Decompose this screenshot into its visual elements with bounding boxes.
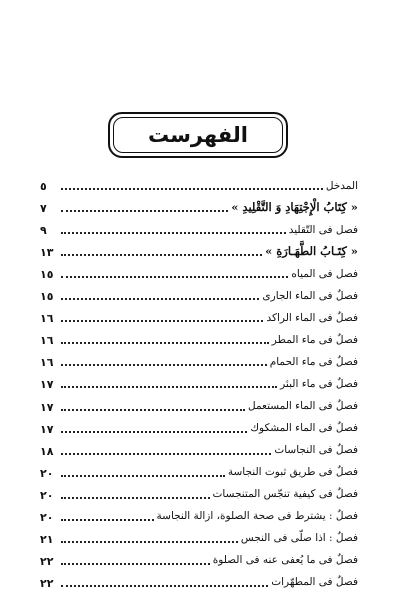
toc-entry[interactable] (40, 282, 358, 304)
toc-entry-page-number: ٢٢ (40, 576, 54, 590)
toc-entry-label: فصلٌ فى النجاسات (274, 444, 358, 457)
toc-entry-label: فصلٌ فى ماء الحمام (269, 355, 358, 368)
toc-entry-page-number: ١٧ (40, 400, 54, 414)
toc-entry-page-number: ٥ (40, 180, 47, 194)
toc-entry[interactable] (40, 437, 358, 459)
dot-leader (61, 497, 210, 499)
toc-entry[interactable] (40, 326, 358, 348)
toc-entry-page-number: ١٣ (40, 246, 54, 260)
dot-leader (61, 541, 238, 543)
title-frame (108, 112, 288, 158)
toc-entry[interactable] (40, 569, 358, 591)
toc-entry[interactable] (40, 260, 358, 282)
toc-entry[interactable] (40, 459, 358, 481)
toc-entry-page-number: ١٦ (40, 312, 54, 326)
dot-leader (61, 254, 262, 256)
toc-entry-page-number: ٢١ (40, 532, 54, 546)
toc-entry[interactable] (40, 304, 358, 326)
dot-leader (61, 232, 286, 234)
toc-entry-page-number: ٧ (40, 202, 47, 216)
toc-entry-page-number: ١٦ (40, 356, 54, 370)
dot-leader (61, 320, 263, 322)
toc-entry-page-number: ٢٠ (40, 510, 54, 524)
toc-entry-page-number: ٩ (40, 224, 47, 238)
toc-entry[interactable] (40, 238, 358, 260)
dot-leader (61, 364, 267, 366)
dot-leader (61, 276, 288, 278)
toc-entry-label: المدخل (325, 179, 358, 192)
page-title: الفهرست (147, 123, 248, 147)
toc-entry-label: فصلٌ : يشترط فى صحة الصلوة، ازالة النجاسة (156, 510, 358, 523)
toc-entry[interactable] (40, 525, 358, 547)
toc-entry-page-number: ١٥ (40, 290, 54, 304)
toc-entry-page-number: ٢٢ (40, 554, 54, 568)
dot-leader (61, 563, 210, 565)
toc-entry-label: فصلٌ فى ماء البئر (280, 377, 358, 390)
toc-entry-label: فصل فى المياه (291, 267, 358, 280)
toc-entry-label: « كِتَـابُ الطَّهَـارَةِ » (265, 243, 358, 258)
toc-entry-page-number: ١٧ (40, 378, 54, 392)
toc-entry[interactable] (40, 481, 358, 503)
dot-leader (61, 342, 269, 344)
toc-entry-label: فصلٌ فى الماء المشكوك (250, 422, 358, 435)
toc-entry-page-number: ١٨ (40, 444, 54, 458)
toc-entry-page-number: ١٦ (40, 334, 54, 348)
dot-leader (61, 386, 277, 388)
toc-entry-label: فصلٌ فى الماء الجارى (262, 289, 358, 302)
table-of-contents (40, 172, 358, 591)
toc-entry[interactable] (40, 194, 358, 216)
toc-entry-page-number: ٢٠ (40, 488, 54, 502)
dot-leader (61, 475, 225, 477)
dot-leader (61, 298, 259, 300)
dot-leader (61, 210, 228, 212)
toc-entry-label: فصلٌ فى ما يُعفى عنه فى الصلوة (212, 554, 358, 567)
toc-entry[interactable] (40, 216, 358, 238)
toc-entry[interactable] (40, 547, 358, 569)
dot-leader (61, 585, 268, 587)
toc-entry-page-number: ١٧ (40, 422, 54, 436)
toc-entry[interactable] (40, 392, 358, 414)
toc-entry-label: فصلٌ فى المطهّرات (271, 576, 358, 589)
dot-leader (61, 431, 247, 433)
toc-entry-label: فصلٌ فى الماء المستعمل (248, 400, 358, 413)
toc-entry-label: فصلٌ فى كيفية تنجّس المتنجسات (212, 488, 358, 501)
dot-leader (61, 188, 323, 190)
dot-leader (61, 453, 271, 455)
dot-leader (61, 409, 245, 411)
toc-entry-label: فصلٌ فى الماء الراكد (266, 311, 358, 324)
toc-entry-label: « كِتَابُ الْإِجْتِهَادِ وَ التَّقْلِيدِ » (231, 199, 358, 214)
toc-entry[interactable] (40, 348, 358, 370)
toc-entry[interactable] (40, 370, 358, 392)
toc-entry-label: فصلٌ : اذا صلّى فى النجس (240, 532, 358, 545)
toc-entry[interactable] (40, 503, 358, 525)
toc-entry-page-number: ١٥ (40, 268, 54, 282)
toc-entry[interactable] (40, 415, 358, 437)
toc-entry-label: فصل فى التّقليد (288, 223, 358, 236)
toc-entry-label: فصلٌ فى طريق ثبوت النجاسة (227, 466, 358, 479)
toc-entry[interactable] (40, 172, 358, 194)
toc-entry-label: فصلٌ فى ماء المطر (271, 333, 358, 346)
toc-entry-page-number: ٢٠ (40, 466, 54, 480)
dot-leader (61, 519, 154, 521)
